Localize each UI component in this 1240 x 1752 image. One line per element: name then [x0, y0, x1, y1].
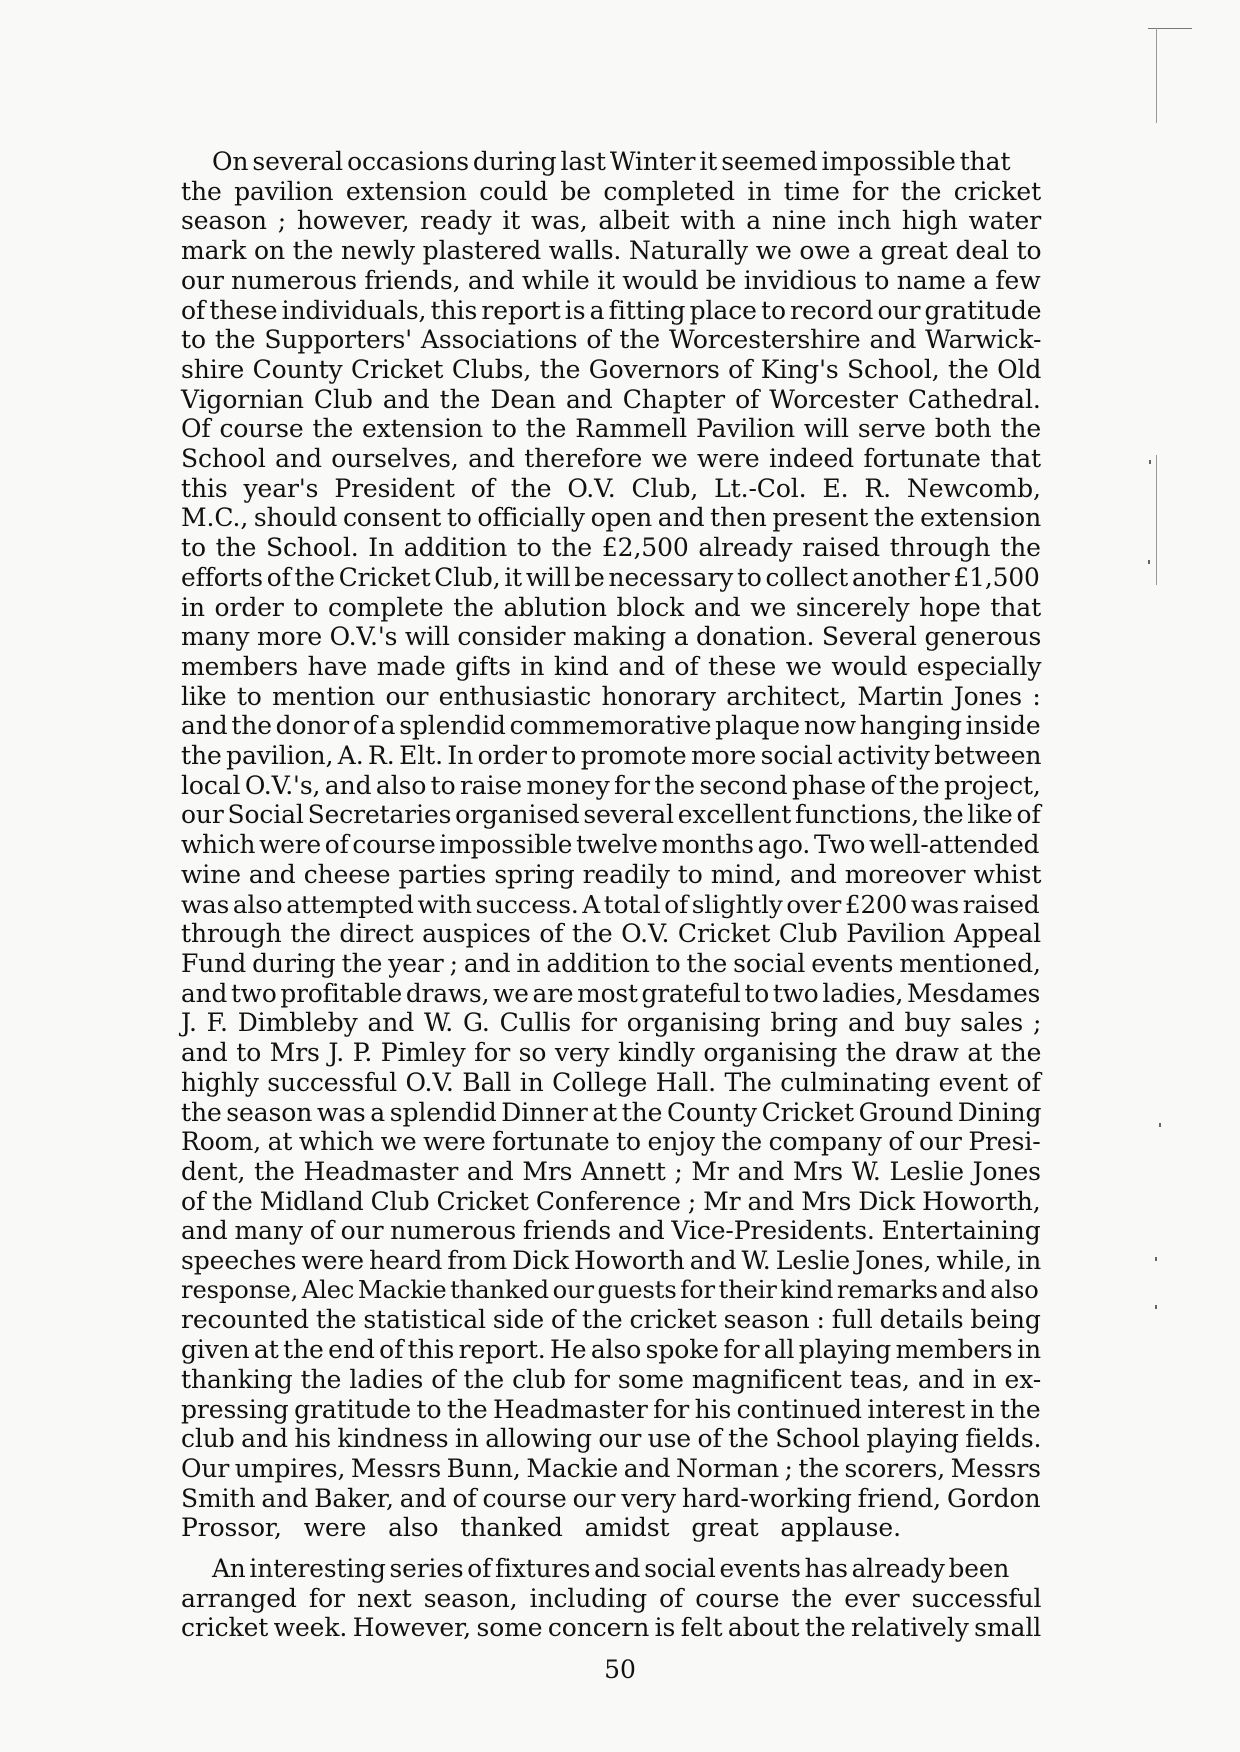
text-line: Prossor, were also thanked amidst great applause.: [181, 1513, 901, 1543]
text-line: recounted the statistical side of the cricket season : full details being: [181, 1305, 1041, 1335]
scan-edge-line: [1156, 28, 1157, 123]
text-line: shire County Cricket Clubs, the Governors of King's School, the Old: [181, 354, 1042, 384]
text-line: and to Mrs J. P. Pimley for so very kindly organising the draw at the: [181, 1038, 1042, 1068]
text-line: M.C., should consent to officially open and then present the extension: [181, 503, 1042, 533]
text-line: in order to complete the ablution block and we sincerely hope that: [181, 592, 1042, 622]
text-line: many more O.V.'s will consider making a donation. Several generous: [181, 622, 1042, 652]
text-line: given at the end of this report. He also spoke for all playing members in: [181, 1335, 1041, 1365]
text-line: season ; however, ready it was, albeit with a nine inch high water: [181, 206, 1042, 236]
text-line: the pavilion extension could be completed in time for the cricket: [181, 176, 1042, 206]
text-line: Smith and Baker, and of course our very hard-working friend, Gordon: [181, 1483, 1041, 1513]
scan-speck: [1148, 560, 1150, 564]
text-line: mark on the newly plastered walls. Naturally we owe a great deal to: [181, 236, 1042, 266]
scan-speck: [1155, 1257, 1157, 1261]
text-line: our numerous friends, and while it would be invidious to name a few: [181, 265, 1041, 295]
text-line: Of course the extension to the Rammell Pavilion will serve both the: [181, 414, 1042, 444]
text-line: cricket week. However, some concern is felt about the relatively small: [181, 1613, 1042, 1643]
text-line: and two profitable draws, we are most grateful to two ladies, Mesdames: [181, 978, 1041, 1008]
text-line: arranged for next season, including of course the ever successful: [181, 1583, 1042, 1613]
text-line: the pavilion, A. R. Elt. In order to promote more social activity between: [181, 741, 1042, 771]
text-line: School and ourselves, and therefore we were indeed fortunate that: [181, 444, 1041, 474]
text-line: Vigornian Club and the Dean and Chapter of Worcester Cathedral.: [181, 384, 1041, 414]
text-line: dent, the Headmaster and Mrs Annett ; Mr and Mrs W. Leslie Jones: [181, 1156, 1041, 1186]
scan-edge-line: [1156, 455, 1157, 585]
text-line: Room, at which we were fortunate to enjoy the company of our Presi-: [181, 1127, 1041, 1157]
text-line: which were of course impossible twelve months ago. Two well-attended: [181, 830, 1040, 860]
text-line: of these individuals, this report is a fitting place to record our gratitude: [181, 295, 1042, 325]
body-text: [181, 147, 1041, 1643]
text-line: like to mention our enthusiastic honorary architect, Martin Jones :: [181, 681, 1041, 711]
text-line: Fund during the year ; and in addition to the social events mentioned,: [181, 948, 1041, 978]
text-line: speeches were heard from Dick Howorth and W. Leslie Jones, while, in: [181, 1246, 1042, 1276]
scan-speck: [1149, 460, 1151, 464]
scan-speck: [1159, 1123, 1161, 1127]
text-line: through the direct auspices of the O.V. Cricket Club Pavilion Appeal: [181, 919, 1041, 949]
text-line: our Social Secretaries organised several excellent functions, the like of: [181, 800, 1041, 830]
text-line: and the donor of a splendid commemorative plaque now hanging inside: [181, 711, 1041, 741]
text-line: this year's President of the O.V. Club, Lt.-Col. E. R. Newcomb,: [181, 473, 1041, 503]
text-line: On several occasions during last Winter it seemed impossible that: [212, 147, 1011, 176]
text-line: An interesting series of fixtures and social events has already been: [212, 1554, 1010, 1584]
paragraph-gap: [181, 1543, 1041, 1554]
text-line: local O.V.'s, and also to raise money for the second phase of the project,: [181, 770, 1041, 800]
text-line: to the School. In addition to the £2,500 already raised through the: [181, 533, 1041, 563]
text-line: J. F. Dimbleby and W. G. Cullis for organising bring and buy sales ;: [181, 1008, 1042, 1038]
text-line: club and his kindness in allowing our use of the School playing fields.: [181, 1424, 1042, 1454]
text-line: of the Midland Club Cricket Conference ; Mr and Mrs Dick Howorth,: [181, 1186, 1041, 1216]
text-line: highly successful O.V. Ball in College Hall. The culminating event of: [181, 1067, 1041, 1097]
text-line: efforts of the Cricket Club, it will be necessary to collect another £1,500: [181, 562, 1040, 592]
text-line: was also attempted with success. A total of slightly over £200 was raised: [181, 889, 1040, 919]
text-line: wine and cheese parties spring readily to mind, and moreover whist: [181, 859, 1042, 889]
text-line: members have made gifts in kind and of these we would especially: [181, 651, 1042, 681]
text-line: pressing gratitude to the Headmaster for his continued interest in the: [181, 1394, 1041, 1424]
text-line: and many of our numerous friends and Vice-Presidents. Entertaining: [181, 1216, 1041, 1246]
page-number: 50: [604, 1655, 636, 1684]
text-line: Our umpires, Messrs Bunn, Mackie and Norman ; the scorers, Messrs: [181, 1453, 1041, 1483]
text-line: response, Alec Mackie thanked our guests for their kind remarks and also: [181, 1275, 1039, 1304]
scan-corner-mark: [1148, 28, 1192, 29]
scan-speck: [1155, 1305, 1157, 1309]
text-line: the season was a splendid Dinner at the County Cricket Ground Dining: [181, 1097, 1042, 1127]
text-line: to the Supporters' Associations of the Worcestershire and Warwick-: [181, 325, 1042, 355]
text-line: thanking the ladies of the club for some magnificent teas, and in ex-: [181, 1364, 1042, 1394]
